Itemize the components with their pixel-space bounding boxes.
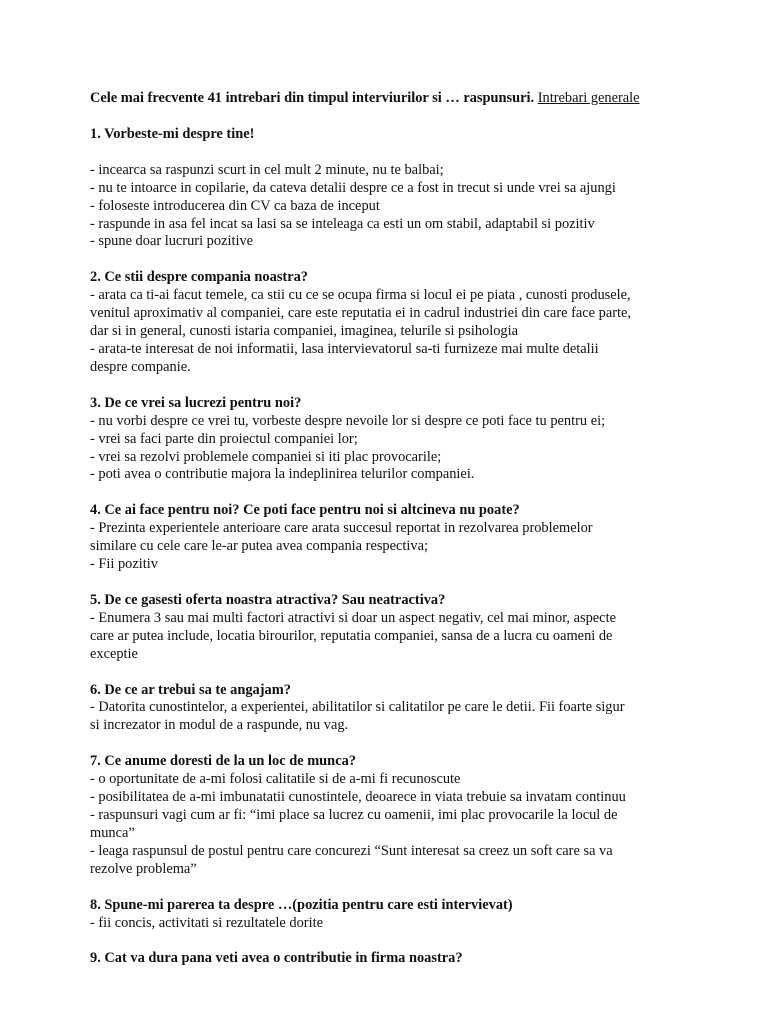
document-title (90, 90, 690, 108)
answer-line: - Enumera 3 sau mai multi factori atractivi si doar un aspect negativ, cel mai minor, aspecte (90, 609, 616, 626)
question-section (90, 269, 690, 376)
question-section (90, 126, 690, 251)
answer-line: - poti avea o contributie majora la indeplinirea telurilor companiei. (90, 466, 475, 483)
answer-line: dar si in general, cunosti istaria companiei, imaginea, telurile si psihologia (90, 323, 519, 340)
question-heading: 6. De ce ar trebui sa te angajam? (90, 681, 291, 698)
answer-line: - raspunsuri vagi cum ar fi: “imi place sa lucrez cu oamenii, imi plac provocarile la locul de (90, 807, 618, 823)
answer-line: - leaga raspunsul de postul pentru care concurezi “Sunt interesat sa creez un soft care sa va (90, 842, 613, 859)
answer-line: - Fii pozitiv (90, 556, 158, 573)
answer-line: - arata ca ti-ai facut temele, ca stii cu ce se ocupa firma si locul ei pe piata , cunosti produsele, (90, 287, 631, 304)
question-heading: 8. Spune-mi parerea ta despre …(pozitia pentru care esti intervievat) (90, 896, 513, 913)
question-section (90, 502, 690, 574)
question-section (90, 592, 690, 664)
answer-line: - vrei sa rezolvi problemele companiei si iti plac provocarile; (90, 448, 442, 465)
answer-line: - nu vorbi despre ce vrei tu, vorbeste despre nevoile lor si despre ce poti face tu pentru ei; (90, 412, 606, 429)
question-section (90, 897, 690, 933)
question-section (90, 395, 690, 485)
answer-line: - raspunde in asa fel incat sa lasi sa se inteleaga ca esti un om stabil, adaptabil si pozitiv (90, 215, 595, 232)
question-heading: 7. Ce anume doresti de la un loc de munca? (90, 753, 356, 770)
answer-line: - posibilitatea de a-mi imbunatatii cunostintele, deoarece in viata trebuie sa invatam continuu (90, 789, 626, 806)
intrebari-generale-link[interactable]: Intrebari generale (537, 90, 640, 106)
answer-line: despre companie. (90, 358, 191, 375)
answer-line: - vrei sa faci parte din proiectul companiei lor; (90, 430, 358, 447)
question-heading: 4. Ce ai face pentru noi? Ce poti face pentru noi si altcineva nu poate? (90, 502, 520, 519)
answer-line: - spune doar lucruri pozitive (90, 233, 254, 250)
answer-line: - Prezinta experientele anterioare care arata succesul reportat in rezolvarea problemelor (90, 520, 593, 537)
answer-line: venitul aproximativ al companiei, care este reputatia ei in cadrul industriei din care face parte, (90, 305, 632, 322)
answer-line: - fii concis, activitati si rezultatele dorite (90, 914, 323, 931)
question-heading: 5. De ce gasesti oferta noastra atractiva? Sau neatractiva? (90, 591, 446, 608)
question-section (90, 950, 690, 968)
answer-line: - o oportunitate de a-mi folosi calitatile si de a-mi fi recunoscute (90, 771, 461, 788)
document-title-text: Cele mai frecvente 41 intrebari din timpul interviurilor si … raspunsuri. (90, 90, 535, 106)
answer-line: - incearca sa raspunzi scurt in cel mult 2 minute, nu te balbai; (90, 161, 444, 178)
question-heading: 3. De ce vrei sa lucrezi pentru noi? (90, 394, 302, 411)
question-section (90, 682, 690, 736)
answer-line: - Datorita cunostintelor, a experientei, abilitatilor si calitatilor pe care le detii. Fii foarte sigur (90, 699, 625, 716)
question-heading: 1. Vorbeste-mi despre tine! (90, 125, 255, 142)
answer-line: rezolve problema” (90, 860, 197, 877)
question-heading: 2. Ce stii despre compania noastra? (90, 269, 308, 286)
answer-line: - arata-te interesat de noi informatii, lasa intervievatorul sa-ti furnizeze mai multe detalii (90, 340, 599, 357)
document-page (90, 90, 690, 986)
answer-line: exceptie (90, 645, 138, 662)
answer-line: - foloseste introducerea din CV ca baza de inceput (90, 197, 380, 214)
answer-line: si increzator in modul de a raspunde, nu vag. (90, 717, 349, 734)
question-list (90, 126, 690, 968)
answer-line: care ar putea include, locatia birourilor, reputatia companiei, sansa de a lucra cu oameni de (90, 627, 613, 644)
question-heading: 9. Cat va dura pana veti avea o contributie in firma noastra? (90, 950, 463, 967)
question-section (90, 753, 690, 878)
answer-line: similare cu cele care le-ar putea avea compania respectiva; (90, 538, 428, 555)
answer-line: - nu te intoarce in copilarie, da cateva detalii despre ce a fost in trecut si unde vrei sa ajungi (90, 179, 616, 196)
answer-line: munca” (90, 824, 135, 841)
